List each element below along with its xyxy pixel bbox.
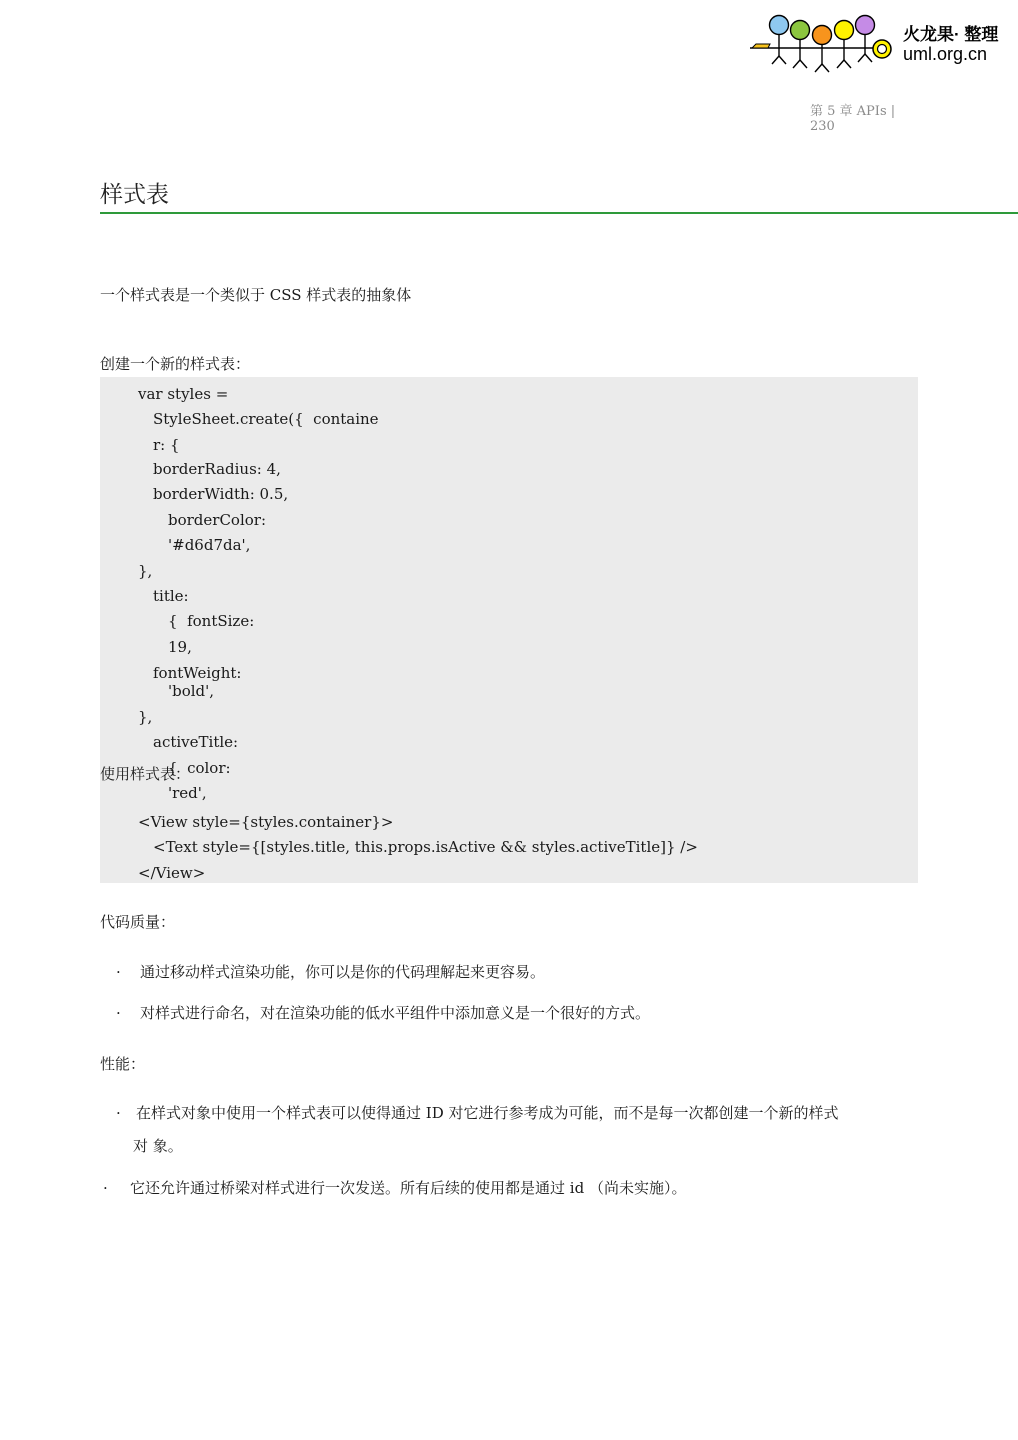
code-line: 19, <box>168 638 192 656</box>
code-line: <View style={styles.container}> <box>138 813 394 831</box>
list-item: 它还允许通过桥梁对样式进行一次发送。所有后续的使用都是通过 id （尚未实施）。 <box>130 1179 687 1197</box>
list-item: 在样式对象中使用一个样式表可以使得通过 ID 对它进行参考成为可能，而不是每一次都创建一个新的样式 <box>136 1104 839 1122</box>
list-item-continuation: 对 象。 <box>133 1137 183 1155</box>
code-line: }, <box>138 562 153 580</box>
bullet-marker: · <box>116 1104 121 1122</box>
code-line: { fontSize: <box>168 612 255 630</box>
code-line: borderColor: <box>168 511 267 529</box>
code-line: borderRadius: 4, <box>153 460 281 478</box>
list-item: 对样式进行命名，对在渲染功能的低水平组件中添加意义是一个很好的方式。 <box>140 1004 651 1022</box>
code-line: '#d6d7da', <box>168 536 251 554</box>
bullet-marker: · <box>103 1179 108 1197</box>
usage-label: 使用样式表： <box>100 765 191 783</box>
code-line: fontWeight: <box>153 664 242 682</box>
intro-paragraph: 一个样式表是一个类似于 CSS 样式表的抽象体 <box>100 286 412 304</box>
code-line: title: <box>153 587 189 605</box>
code-line: </View> <box>138 864 206 882</box>
bullet-marker: · <box>116 1004 121 1022</box>
code-line: { color: <box>168 759 231 777</box>
code-line: 'bold', <box>168 682 215 700</box>
code-line: <Text style={[styles.title, this.props.isActive && styles.activeTitle]} /> <box>153 838 698 856</box>
code-line: 'red', <box>168 784 207 802</box>
code-line: r: { <box>153 436 180 454</box>
create-label: 创建一个新的样式表： <box>100 355 251 373</box>
bullet-marker: · <box>116 963 121 981</box>
performance-label: 性能： <box>100 1055 146 1073</box>
logo-url: uml.org.cn <box>903 44 988 64</box>
section-title: 样式表 <box>100 182 169 208</box>
code-line: StyleSheet.create({ containe <box>153 410 379 428</box>
list-item: 通过移动样式渲染功能，你可以是你的代码理解起来更容易。 <box>140 963 546 981</box>
quality-label: 代码质量： <box>100 913 176 931</box>
code-line: activeTitle: <box>153 733 239 751</box>
logo-text: 火龙果· 整理 <box>903 25 999 44</box>
code-line: var styles = <box>138 385 229 403</box>
code-block <box>100 377 918 883</box>
title-divider <box>100 212 1018 214</box>
code-line: }, <box>138 708 153 726</box>
code-line: borderWidth: 0.5, <box>153 485 289 503</box>
logo-icon <box>748 10 898 76</box>
page-number: 第 5 章 APIs | 230 <box>810 104 896 134</box>
